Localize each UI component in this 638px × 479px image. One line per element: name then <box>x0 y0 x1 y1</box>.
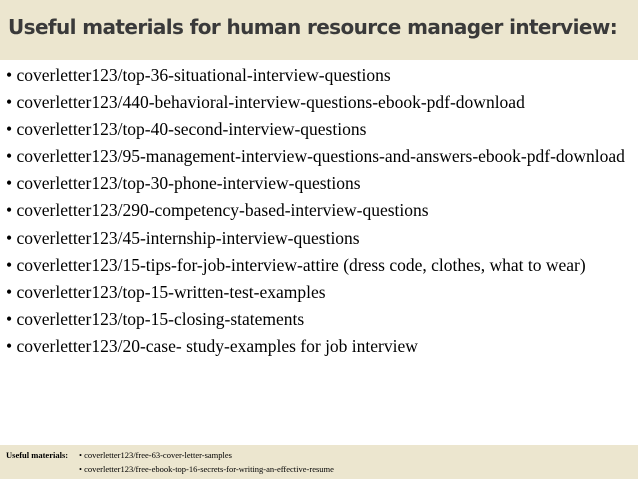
bullet: • <box>6 335 13 356</box>
footer-link-text: coverletter123/free-ebook-top-16-secrets-for-writing-an-effective-resume <box>84 464 334 474</box>
bullet: • <box>6 119 13 140</box>
list-item[interactable] <box>6 227 628 250</box>
bullet: • <box>6 92 13 113</box>
list-item-text: coverletter123/440-behavioral-interview-questions-ebook-pdf-download <box>16 92 525 113</box>
list-item[interactable] <box>6 199 628 222</box>
footer-label: Useful materials: <box>6 450 69 460</box>
list-item-text: coverletter123/top-36-situational-interview-questions <box>16 65 391 85</box>
bullet: • <box>6 281 13 302</box>
materials-list <box>6 64 628 362</box>
list-item[interactable] <box>6 281 628 304</box>
list-item-text: coverletter123/20-case- study-examples for job interview <box>16 335 418 356</box>
footer-link[interactable] <box>79 464 334 474</box>
list-item[interactable] <box>6 118 628 141</box>
list-item-text: coverletter123/15-tips-for-job-interview-attire (dress code, clothes, what to wear) <box>16 254 586 275</box>
list-item-text: coverletter123/top-15-written-test-examples <box>16 281 326 302</box>
list-item[interactable] <box>6 64 628 87</box>
bullet: • <box>6 227 13 248</box>
bullet: • <box>6 254 13 275</box>
list-item-text: coverletter123/95-management-interview-questions-and-answers-ebook-pdf-download <box>16 146 625 167</box>
bullet: • <box>6 173 13 194</box>
footer-link[interactable] <box>79 450 232 460</box>
bullet: • <box>6 65 13 85</box>
bullet: • <box>6 308 13 329</box>
list-item-text: coverletter123/top-40-second-interview-questions <box>16 119 367 140</box>
list-item[interactable] <box>6 91 628 114</box>
title-bar <box>0 0 638 60</box>
list-item[interactable] <box>6 145 628 168</box>
bullet: • <box>79 464 82 474</box>
bullet: • <box>79 450 82 460</box>
bullet: • <box>6 146 13 167</box>
list-item[interactable] <box>6 172 628 195</box>
list-item[interactable] <box>6 254 628 277</box>
list-item-text: coverletter123/top-30-phone-interview-questions <box>16 173 361 194</box>
page-title: Useful materials for human resource manager interview: <box>8 15 618 39</box>
list-item-text: coverletter123/290-competency-based-interview-questions <box>16 200 429 221</box>
list-item-text: coverletter123/45-internship-interview-questions <box>16 227 360 248</box>
list-item-text: coverletter123/top-15-closing-statements <box>16 308 305 329</box>
list-item[interactable] <box>6 335 628 358</box>
footer-bar <box>0 445 638 479</box>
footer-link-text: coverletter123/free-63-cover-letter-samples <box>84 450 232 460</box>
bullet: • <box>6 200 13 221</box>
list-item[interactable] <box>6 308 628 331</box>
